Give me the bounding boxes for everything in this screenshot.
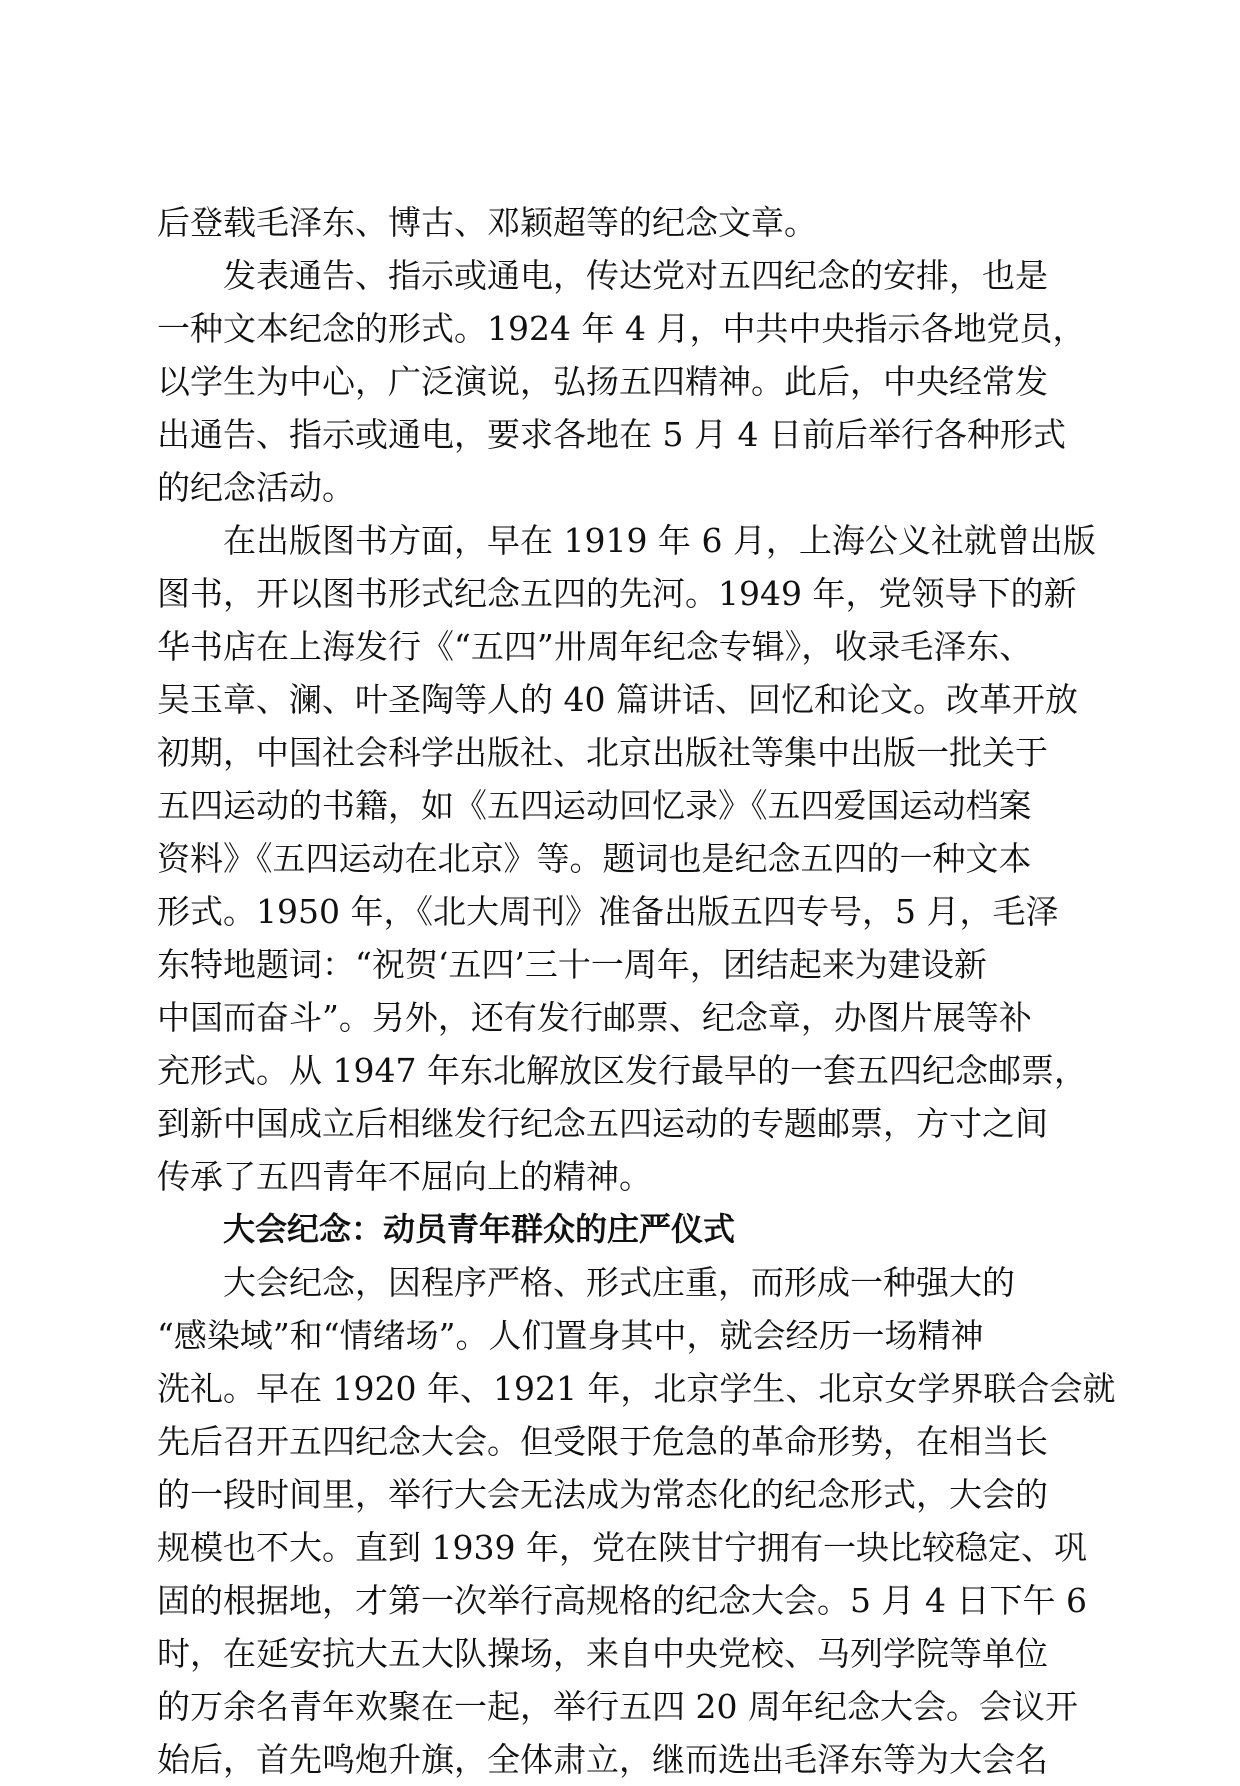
text-line: 吴玉章、澜、叶圣陶等人的 40 篇讲话、回忆和论文。改革开放 — [157, 680, 1078, 719]
text-line: 一种文本纪念的形式。1924 年 4 月，中共中央指示各地党员， — [157, 309, 1086, 348]
section-heading: 大会纪念：动员青年群众的庄严仪式 — [223, 1210, 736, 1248]
text-line: 图书，开以图书形式纪念五四的先河。1949 年，党领导下的新 — [157, 574, 1077, 613]
text-line: 华书店在上海发行《“五四”卅周年纪念专辑》，收录毛泽东、 — [157, 627, 1033, 666]
document-page — [157, 196, 1116, 1786]
text-line: 资料》《五四运动在北京》等。题词也是纪念五四的一种文本 — [157, 839, 1032, 878]
text-line: 洗礼。早在 1920 年、1921 年，北京学生、北京女学界联合会就 — [157, 1369, 1116, 1408]
text-line: 东特地题词：“祝贺‘五四’三十一周年，团结起来为建设新 — [157, 945, 987, 984]
text-line: 初期，中国社会科学出版社、北京出版社等集中出版一批关于 — [157, 733, 1048, 772]
text-line: 传承了五四青年不屈向上的精神。 — [157, 1157, 652, 1196]
text-line: 时，在延安抗大五大队操场，来自中央党校、马列学院等单位 — [157, 1634, 1048, 1673]
text-line: 规模也不大。直到 1939 年，党在陕甘宁拥有一块比较稳定、巩 — [157, 1528, 1087, 1567]
text-line: 的万余名青年欢聚在一起，举行五四 20 周年纪念大会。会议开 — [157, 1687, 1078, 1726]
text-line: 五四运动的书籍，如《五四运动回忆录》《五四爱国运动档案 — [157, 786, 1032, 825]
text-line: 出通告、指示或通电，要求各地在 5 月 4 日前后举行各种形式 — [157, 415, 1066, 454]
text-line: 的纪念活动。 — [157, 468, 355, 507]
text-line: 大会纪念，因程序严格、形式庄重，而形成一种强大的 — [223, 1263, 1015, 1302]
text-line: “感染域”和“情绪场”。人们置身其中，就会经历一场精神 — [157, 1316, 984, 1355]
text-line: 的一段时间里，举行大会无法成为常态化的纪念形式，大会的 — [157, 1475, 1048, 1514]
text-line: 后登载毛泽东、博古、邓颖超等的纪念文章。 — [157, 203, 817, 242]
text-line: 发表通告、指示或通电，传达党对五四纪念的安排，也是 — [223, 256, 1048, 295]
text-line: 固的根据地，才第一次举行高规格的纪念大会。5 月 4 日下午 6 — [157, 1581, 1087, 1620]
text-line: 始后，首先鸣炮升旗，全体肃立，继而选出毛泽东等为大会名 — [157, 1740, 1048, 1779]
text-line: 以学生为中心，广泛演说，弘扬五四精神。此后，中央经常发 — [157, 362, 1048, 401]
text-line: 中国而奋斗”。另外，还有发行邮票、纪念章，办图片展等补 — [157, 998, 1032, 1037]
text-line: 形式。1950 年，《北大周刊》准备出版五四专号，5 月，毛泽 — [157, 892, 1059, 931]
text-line: 充形式。从 1947 年东北解放区发行最早的一套五四纪念邮票， — [157, 1051, 1087, 1090]
text-line: 到新中国成立后相继发行纪念五四运动的专题邮票，方寸之间 — [157, 1104, 1048, 1143]
text-line: 先后召开五四纪念大会。但受限于危急的革命形势，在相当长 — [157, 1422, 1048, 1461]
text-line: 在出版图书方面，早在 1919 年 6 月，上海公义社就曾出版 — [223, 521, 1096, 560]
